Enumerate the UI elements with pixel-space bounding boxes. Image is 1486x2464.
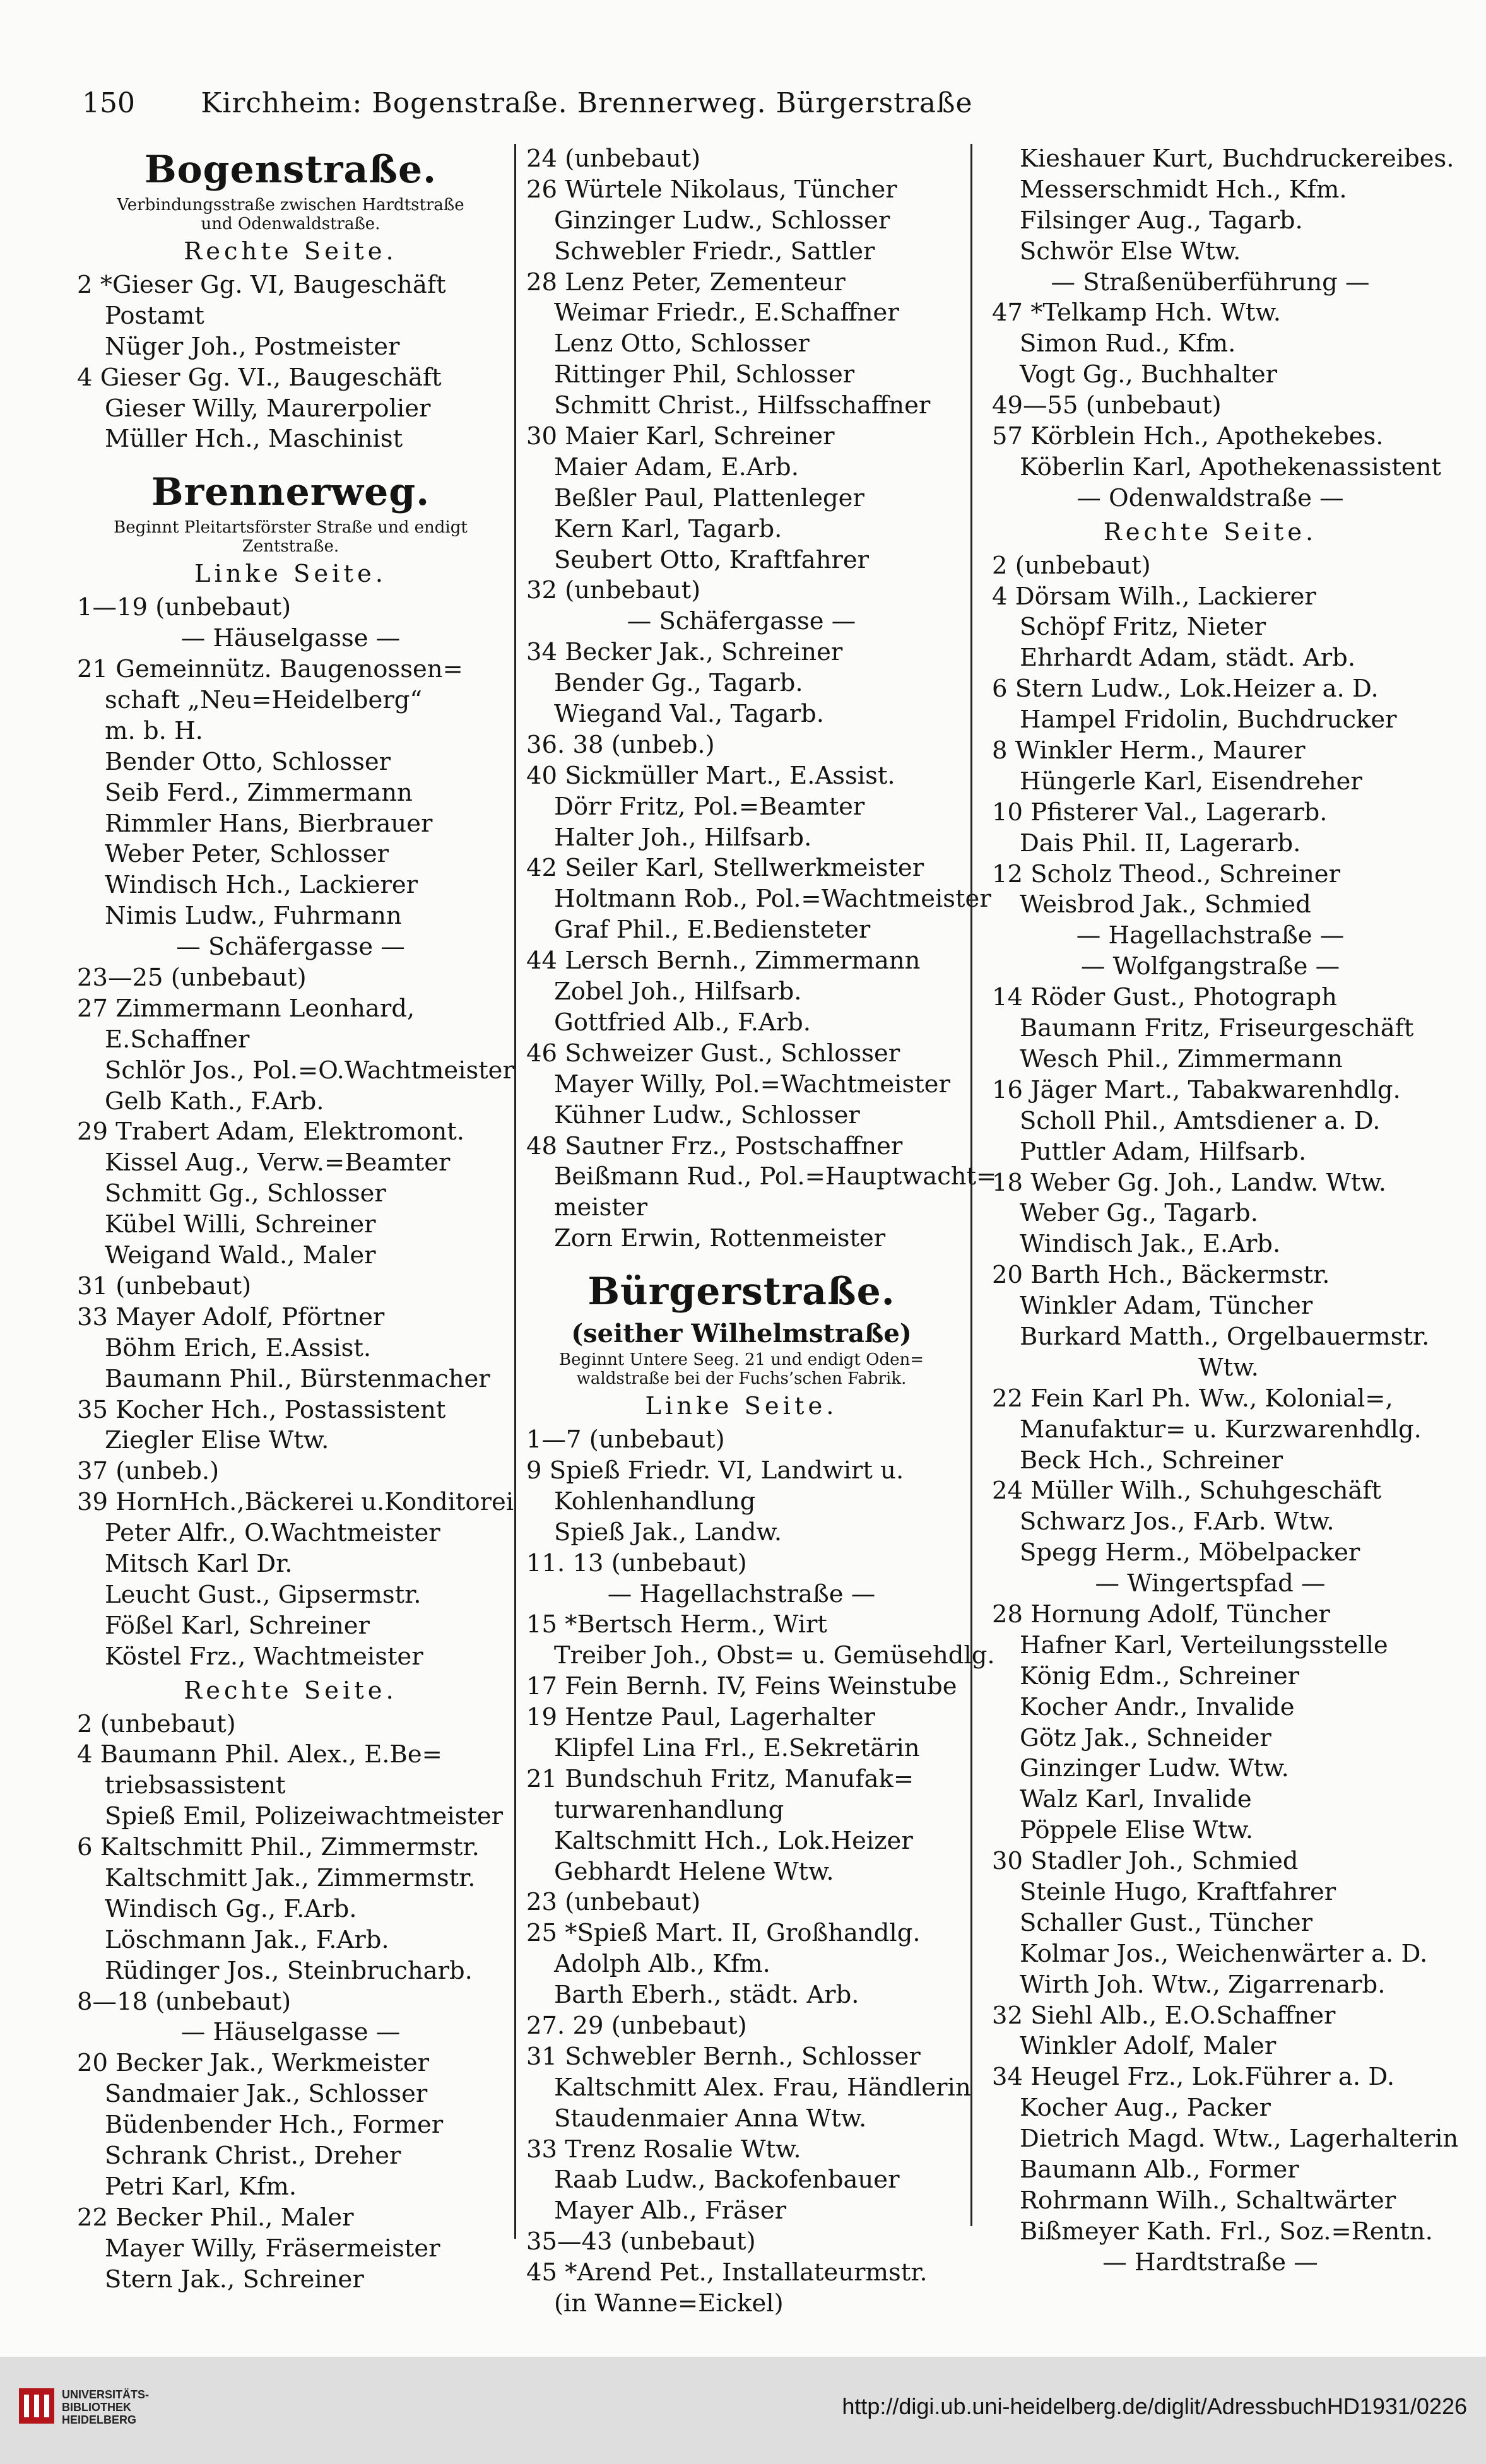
- house-entry: 20 Barth Hch., Bäckermstr.: [992, 1261, 1330, 1290]
- house-entry: 6 Kaltschmitt Phil., Zimmermstr.: [77, 1833, 480, 1862]
- resident-entry: Mayer Willy, Fräsermeister: [105, 2234, 440, 2263]
- resident-entry: Ginzinger Ludw. Wtw.: [1020, 1754, 1289, 1783]
- running-head: Kirchheim: Bogenstraße. Brennerweg. Bürgerstraße: [201, 87, 973, 119]
- house-entry: 30 Maier Karl, Schreiner: [526, 422, 835, 451]
- resident-entry: Treiber Joh., Obst= u. Gemüsehdlg.: [554, 1641, 995, 1670]
- cross-street-separator: — Hardtstraße —: [1102, 2248, 1318, 2277]
- resident-entry: Peter Alfr., O.Wachtmeister: [105, 1519, 440, 1548]
- resident-entry: Wiegand Val., Tagarb.: [554, 700, 825, 729]
- resident-entry: Baumann Alb., Former: [1020, 2155, 1299, 2184]
- resident-entry: Gieser Willy, Maurerpolier: [105, 394, 431, 423]
- entry-continuation: turwarenhandlung: [554, 1795, 784, 1824]
- resident-entry: Walz Karl, Invalide: [1020, 1785, 1252, 1814]
- resident-entry: Leucht Gust., Gipsermstr.: [105, 1580, 422, 1609]
- spacer: [68, 455, 513, 466]
- house-entry: 33 Mayer Adolf, Pförtner: [77, 1302, 385, 1331]
- house-entry: 32 Siehl Alb., E.O.Schaffner: [992, 2001, 1336, 2030]
- house-entry: 48 Sautner Frz., Postschaffner: [526, 1131, 903, 1160]
- footer-bar: [0, 2357, 1486, 2464]
- resident-entry: Schwebler Friedr., Sattler: [554, 237, 875, 266]
- resident-entry: Raab Ludw., Backofenbauer: [554, 2166, 900, 2195]
- side-heading: Rechte Seite.: [1103, 517, 1318, 546]
- resident-entry: Beißmann Rud., Pol.=Hauptwacht=: [554, 1162, 997, 1191]
- column-1: [68, 144, 513, 2295]
- resident-entry: Schmitt Christ., Hilfsschaffner: [554, 391, 931, 420]
- house-entry: 8 Winkler Herm., Maurer: [992, 736, 1306, 765]
- cross-street-separator: — Wolfgangstraße —: [1080, 952, 1340, 981]
- resident-entry: Mitsch Karl Dr.: [105, 1549, 293, 1578]
- resident-entry: Schwarz Jos., F.Arb. Wtw.: [1020, 1507, 1335, 1536]
- resident-entry: Weimar Friedr., E.Schaffner: [554, 298, 899, 327]
- house-entry: 29 Trabert Adam, Elektromont.: [77, 1117, 464, 1147]
- cross-street-separator: — Hagellachstraße —: [1076, 921, 1345, 950]
- source-url-link[interactable]: http://digi.ub.uni-heidelberg.de/diglit/AdressbuchHD1931/0226: [842, 2393, 1467, 2419]
- street-heading: Bürgerstraße.: [587, 1270, 895, 1314]
- resident-entry: Pöppele Elise Wtw.: [1020, 1816, 1254, 1845]
- resident-entry: Nimis Ludw., Fuhrmann: [105, 902, 402, 931]
- house-entry: 34 Becker Jak., Schreiner: [526, 638, 843, 667]
- resident-entry: Kaltschmitt Alex. Frau, Händlerin: [554, 2073, 971, 2102]
- resident-entry: Mayer Willy, Pol.=Wachtmeister: [554, 1070, 950, 1099]
- resident-entry: Spieß Jak., Landw.: [554, 1518, 782, 1547]
- resident-entry: Windisch Jak., E.Arb.: [1020, 1230, 1281, 1259]
- resident-entry: Stern Jak., Schreiner: [105, 2265, 364, 2294]
- house-entry: 2 (unbebaut): [992, 551, 1151, 580]
- resident-entry: Kocher Andr., Invalide: [1020, 1692, 1295, 1721]
- resident-entry: Adolph Alb., Kfm.: [554, 1950, 770, 1979]
- resident-entry: Böhm Erich, E.Assist.: [105, 1333, 372, 1362]
- resident-entry: Windisch Gg., F.Arb.: [105, 1894, 357, 1923]
- house-entry: 4 Baumann Phil. Alex., E.Be=: [77, 1740, 442, 1769]
- street-heading: Bogenstraße.: [144, 148, 437, 192]
- library-name-line: HEIDELBERG: [62, 2414, 137, 2426]
- house-entry: 2 (unbebaut): [77, 1709, 236, 1738]
- resident-entry: Schmitt Gg., Schlosser: [105, 1179, 386, 1208]
- side-heading: Linke Seite.: [194, 560, 387, 589]
- house-entry: 9 Spieß Friedr. VI, Landwirt u.: [526, 1456, 904, 1485]
- resident-entry: Hampel Fridolin, Buchdrucker: [1020, 705, 1397, 734]
- resident-entry: Schwör Else Wtw.: [1020, 237, 1241, 266]
- house-entry: 14 Röder Gust., Photograph: [992, 983, 1337, 1012]
- resident-entry: Löschmann Jak., F.Arb.: [105, 1925, 389, 1954]
- street-former-name: (seither Wilhelmstraße): [571, 1319, 912, 1349]
- resident-entry: Seib Ferd., Zimmermann: [105, 778, 413, 807]
- street-description: Verbindungsstraße zwischen Hardtstraße: [117, 196, 464, 215]
- house-entry: 28 Lenz Peter, Zementeur: [526, 268, 846, 297]
- resident-entry: Dais Phil. II, Lagerarb.: [1020, 828, 1301, 858]
- house-entry: 46 Schweizer Gust., Schlosser: [526, 1039, 900, 1068]
- house-entry: 15 *Bertsch Herm., Wirt: [526, 1610, 827, 1639]
- house-entry: 27 Zimmermann Leonhard,: [77, 994, 415, 1023]
- house-entry: 36. 38 (unbeb.): [526, 730, 715, 759]
- house-entry: 22 Becker Phil., Maler: [77, 2203, 354, 2232]
- house-entry: 10 Pfisterer Val., Lagerarb.: [992, 798, 1328, 827]
- house-entry: 17 Fein Bernh. IV, Feins Weinstube: [526, 1672, 957, 1701]
- library-name-line: BIBLIOTHEK: [62, 2401, 131, 2414]
- spacer: [517, 1254, 965, 1266]
- resident-entry: Wirth Joh. Wtw., Zigarrenarb.: [1020, 1970, 1386, 1999]
- house-entry: 49—55 (unbebaut): [992, 391, 1222, 420]
- resident-entry: Weber Gg., Tagarb.: [1020, 1199, 1258, 1228]
- resident-entry: Weber Peter, Schlosser: [105, 840, 389, 869]
- entry-continuation: E.Schaffner: [105, 1025, 250, 1054]
- resident-entry: Schaller Gust., Tüncher: [1020, 1908, 1313, 1937]
- resident-entry: Dietrich Magd. Wtw., Lagerhalterin: [1020, 2125, 1459, 2154]
- resident-entry: Staudenmaier Anna Wtw.: [554, 2104, 867, 2133]
- resident-entry: Scholl Phil., Amtsdiener a. D.: [1020, 1106, 1381, 1135]
- house-entry: 28 Hornung Adolf, Tüncher: [992, 1600, 1330, 1629]
- resident-entry: Messerschmidt Hch., Kfm.: [1020, 175, 1347, 204]
- resident-entry: Bender Otto, Schlosser: [105, 747, 391, 776]
- resident-entry: Beßler Paul, Plattenleger: [554, 483, 864, 512]
- entry-continuation: (in Wanne=Eickel): [554, 2289, 784, 2318]
- entry-continuation: m. b. H.: [105, 716, 203, 745]
- house-entry: 37 (unbeb.): [77, 1457, 220, 1486]
- resident-entry: Klipfel Lina Frl., E.Sekretärin: [554, 1733, 920, 1762]
- resident-entry: Kocher Aug., Packer: [1020, 2094, 1271, 2123]
- house-entry: 6 Stern Ludw., Lok.Heizer a. D.: [992, 675, 1379, 704]
- street-description: Beginnt Untere Seeg. 21 und endigt Oden=: [558, 1350, 924, 1370]
- street-heading: Brennerweg.: [151, 470, 430, 515]
- resident-entry: Steinle Hugo, Kraftfahrer: [1020, 1877, 1336, 1906]
- house-entry: 1—7 (unbebaut): [526, 1425, 725, 1454]
- resident-entry: Dörr Fritz, Pol.=Beamter: [554, 792, 865, 821]
- house-entry: 11. 13 (unbebaut): [526, 1548, 747, 1577]
- resident-entry: Rimmler Hans, Bierbrauer: [105, 809, 433, 838]
- house-entry: 31 Schwebler Bernh., Schlosser: [526, 2042, 921, 2071]
- resident-entry: Baumann Phil., Bürstenmacher: [105, 1364, 490, 1393]
- resident-entry: Baumann Fritz, Friseurgeschäft: [1020, 1014, 1414, 1043]
- resident-entry: Weigand Wald., Maler: [105, 1241, 376, 1270]
- resident-entry: Schrank Christ., Dreher: [105, 2141, 401, 2170]
- resident-entry: Lenz Otto, Schlosser: [554, 329, 810, 358]
- house-entry: 24 Müller Wilh., Schuhgeschäft: [992, 1477, 1382, 1506]
- resident-entry: Gebhardt Helene Wtw.: [554, 1857, 834, 1886]
- resident-entry: Weisbrod Jak., Schmied: [1020, 890, 1311, 919]
- house-entry: 4 Gieser Gg. VI., Baugeschäft: [77, 363, 442, 392]
- resident-entry: Halter Joh., Hilfsarb.: [554, 823, 812, 852]
- resident-entry: Schöpf Fritz, Nieter: [1020, 613, 1266, 642]
- resident-entry: Köberlin Karl, Apothekenassistent: [1020, 452, 1441, 481]
- resident-entry: Büdenbender Hch., Former: [105, 2111, 444, 2140]
- resident-entry: Gottfried Alb., F.Arb.: [554, 1008, 811, 1037]
- house-entry: 27. 29 (unbebaut): [526, 2011, 747, 2040]
- house-entry: 2 *Gieser Gg. VI, Baugeschäft: [77, 271, 446, 299]
- side-heading: Linke Seite.: [645, 1392, 838, 1421]
- house-entry: 25 *Spieß Mart. II, Großhandlg.: [526, 1919, 921, 1948]
- resident-entry: Fößel Karl, Schreiner: [105, 1611, 370, 1640]
- resident-entry: Kübel Willi, Schreiner: [105, 1210, 376, 1239]
- house-entry: 23 (unbebaut): [526, 1888, 701, 1917]
- house-entry: 40 Sickmüller Mart., E.Assist.: [526, 761, 895, 790]
- entry-continuation: Kohlenhandlung: [554, 1487, 756, 1516]
- page-number: 150: [82, 87, 135, 119]
- resident-entry: Kühner Ludw., Schlosser: [554, 1100, 860, 1129]
- resident-entry: Götz Jak., Schneider: [1020, 1723, 1271, 1752]
- column-2: [517, 144, 997, 2320]
- resident-entry: Petri Karl, Kfm.: [105, 2172, 297, 2201]
- resident-entry: Spieß Emil, Polizeiwachtmeister: [105, 1802, 504, 1831]
- house-entry: 19 Hentze Paul, Lagerhalter: [526, 1703, 875, 1732]
- resident-entry: Rüdinger Jos., Steinbrucharb.: [105, 1956, 473, 1985]
- resident-entry: Spegg Herm., Möbelpacker: [1020, 1538, 1360, 1567]
- resident-entry: Mayer Alb., Fräser: [554, 2196, 787, 2225]
- house-entry: 31 (unbebaut): [77, 1271, 252, 1300]
- side-heading: Rechte Seite.: [184, 237, 398, 266]
- house-entry: 39 HornHch.,Bäckerei u.Konditorei: [77, 1488, 514, 1517]
- house-entry: 57 Körblein Hch., Apothekebes.: [992, 422, 1384, 451]
- house-entry: 20 Becker Jak., Werkmeister: [77, 2049, 430, 2078]
- resident-entry: Gelb Kath., F.Arb.: [105, 1087, 324, 1116]
- house-entry: 16 Jäger Mart., Tabakwarenhdlg.: [992, 1075, 1401, 1104]
- resident-entry: Wesch Phil., Zimmermann: [1020, 1044, 1343, 1073]
- house-entry: 24 (unbebaut): [526, 144, 701, 173]
- house-entry: 32 (unbebaut): [526, 576, 701, 605]
- resident-entry: Kieshauer Kurt, Buchdruckereibes.: [1020, 144, 1454, 173]
- side-heading: Rechte Seite.: [184, 1676, 398, 1705]
- resident-entry: Barth Eberh., städt. Arb.: [554, 1981, 859, 2010]
- resident-entry: Burkard Matth., Orgelbauermstr.: [1020, 1322, 1430, 1351]
- street-description: waldstraße bei der Fuchs’schen Fabrik.: [576, 1369, 907, 1389]
- resident-entry: Zobel Joh., Hilfsarb.: [554, 977, 802, 1006]
- resident-entry: Beck Hch., Schreiner: [1020, 1446, 1283, 1475]
- resident-entry: Bißmeyer Kath. Frl., Soz.=Rentn.: [1020, 2217, 1433, 2246]
- resident-entry: Kern Karl, Tagarb.: [554, 514, 782, 543]
- house-entry: 34 Heugel Frz., Lok.Führer a. D.: [992, 2063, 1395, 2092]
- house-entry: 45 *Arend Pet., Installateurmstr.: [526, 2258, 928, 2287]
- house-entry: 22 Fein Karl Ph. Ww., Kolonial=,: [992, 1384, 1393, 1413]
- house-entry: 26 Würtele Nikolaus, Tüncher: [526, 175, 897, 204]
- resident-entry: Winkler Adolf, Maler: [1020, 2032, 1277, 2061]
- resident-entry: Kaltschmitt Jak., Zimmermstr.: [105, 1863, 476, 1892]
- resident-entry: Hafner Karl, Verteilungsstelle: [1020, 1630, 1388, 1659]
- resident-entry: Ehrhardt Adam, städt. Arb.: [1020, 644, 1356, 673]
- resident-entry: Kissel Aug., Verw.=Beamter: [105, 1148, 451, 1177]
- resident-entry: Zorn Erwin, Rottenmeister: [554, 1224, 886, 1253]
- cross-street-separator: — Häuselgasse —: [180, 624, 401, 653]
- street-description: und Odenwaldstraße.: [201, 215, 380, 233]
- cross-street-separator: — Hagellachstraße —: [607, 1579, 876, 1608]
- page-header: [82, 82, 1092, 126]
- house-entry: 35—43 (unbebaut): [526, 2227, 756, 2256]
- resident-entry: Holtmann Rob., Pol.=Wachtmeister: [554, 885, 991, 914]
- resident-entry: Winkler Adam, Tüncher: [1020, 1292, 1313, 1321]
- resident-entry: Vogt Gg., Buchhalter: [1020, 360, 1278, 389]
- resident-entry: Graf Phil., E.Bediensteter: [554, 916, 871, 945]
- cross-street-separator: — Schäfergasse —: [627, 607, 856, 636]
- house-entry: 8—18 (unbebaut): [77, 1987, 292, 2016]
- house-entry: 33 Trenz Rosalie Wtw.: [526, 2135, 801, 2164]
- resident-entry: Schlör Jos., Pol.=O.Wachtmeister: [105, 1056, 514, 1085]
- house-entry: 12 Scholz Theod., Schreiner: [992, 859, 1340, 888]
- resident-entry: Sandmaier Jak., Schlosser: [105, 2080, 428, 2109]
- resident-entry: Ginzinger Ludw., Schlosser: [554, 206, 890, 235]
- cross-street-separator: — Odenwaldstraße —: [1076, 483, 1344, 512]
- library-name: [62, 2388, 149, 2426]
- column-3: [983, 144, 1459, 2278]
- house-entry: 18 Weber Gg. Joh., Landw. Wtw.: [992, 1168, 1387, 1197]
- resident-entry: Köstel Frz., Wachtmeister: [105, 1642, 423, 1671]
- resident-entry: Filsinger Aug., Tagarb.: [1020, 206, 1303, 235]
- cross-street-separator: — Schäfergasse —: [176, 933, 405, 962]
- cross-street-separator: — Häuselgasse —: [180, 2018, 401, 2047]
- resident-entry: Rittinger Phil, Schlosser: [554, 360, 855, 389]
- resident-entry: Postamt: [105, 301, 204, 330]
- resident-entry: Kolmar Jos., Weichenwärter a. D.: [1020, 1939, 1428, 1968]
- cross-street-separator: — Straßenüberführung —: [1051, 268, 1370, 297]
- resident-entry: Simon Rud., Kfm.: [1020, 329, 1236, 358]
- resident-entry: Ziegler Elise Wtw.: [105, 1426, 329, 1455]
- entry-continuation: Wtw.: [1198, 1353, 1259, 1382]
- house-entry: 21 Bundschuh Fritz, Manufak=: [526, 1764, 914, 1793]
- resident-entry: Seubert Otto, Kraftfahrer: [554, 545, 870, 574]
- resident-entry: Puttler Adam, Hilfsarb.: [1020, 1137, 1307, 1166]
- street-description: Zentstraße.: [242, 537, 339, 557]
- library-name-line: UNIVERSITÄTS-: [62, 2388, 150, 2401]
- resident-entry: Windisch Hch., Lackierer: [105, 871, 418, 900]
- street-description: Beginnt Pleitartsförster Straße und endigt: [114, 518, 468, 538]
- entry-continuation: Manufaktur= u. Kurzwarenhdlg.: [1020, 1415, 1422, 1444]
- house-entry: 30 Stadler Joh., Schmied: [992, 1847, 1299, 1876]
- entry-continuation: meister: [554, 1193, 648, 1222]
- resident-entry: Nüger Joh., Postmeister: [105, 332, 400, 361]
- house-entry: 47 *Telkamp Hch. Wtw.: [992, 298, 1282, 327]
- house-entry: 42 Seiler Karl, Stellwerkmeister: [526, 854, 924, 883]
- library-logo-icon: [18, 2387, 56, 2425]
- house-entry: 44 Lersch Bernh., Zimmermann: [526, 946, 921, 976]
- entry-continuation: triebsassistent: [105, 1771, 286, 1800]
- house-entry: 35 Kocher Hch., Postassistent: [77, 1395, 446, 1424]
- resident-entry: Kaltschmitt Hch., Lok.Heizer: [554, 1826, 913, 1855]
- house-entry: 1—19 (unbebaut): [77, 593, 292, 622]
- column-rule-1: [514, 144, 516, 2239]
- resident-entry: König Edm., Schreiner: [1020, 1661, 1300, 1690]
- house-entry: 21 Gemeinnütz. Baugenossen=: [77, 655, 463, 684]
- resident-entry: Rohrmann Wilh., Schaltwärter: [1020, 2186, 1396, 2215]
- resident-entry: Maier Adam, E.Arb.: [554, 452, 799, 481]
- entry-continuation: schaft „Neu=Heidelberg“: [105, 686, 423, 715]
- cross-street-separator: — Wingertspfad —: [1095, 1569, 1326, 1598]
- resident-entry: Bender Gg., Tagarb.: [554, 669, 803, 698]
- house-entry: 4 Dörsam Wilh., Lackierer: [992, 582, 1316, 611]
- resident-entry: Hüngerle Karl, Eisendreher: [1020, 767, 1362, 796]
- resident-entry: Müller Hch., Maschinist: [105, 425, 403, 454]
- house-entry: 23—25 (unbebaut): [77, 964, 307, 993]
